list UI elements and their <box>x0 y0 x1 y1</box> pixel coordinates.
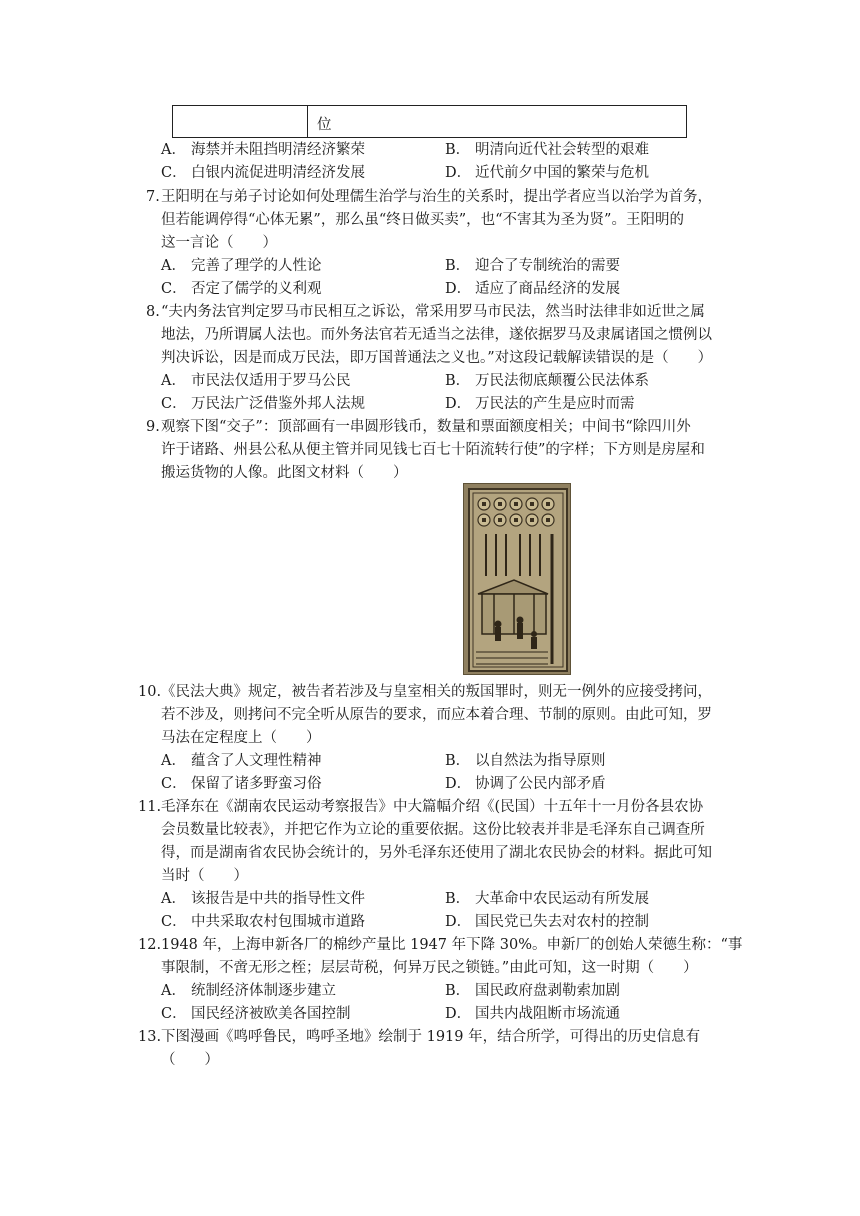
option-text: 国民党已失去对农村的控制 <box>475 914 649 930</box>
q12-line-2: 事限制，不啻无形之桎；层层苛税，何异万民之锁链。”由此可知，这一时期（ ） <box>161 960 698 976</box>
option-text: 以自然法为指导原则 <box>475 753 606 769</box>
option-text: 国共内战阻断市场流通 <box>475 1006 620 1022</box>
option-key: A． <box>161 983 186 999</box>
q12-option-c <box>161 1003 351 1025</box>
option-text: 近代前夕中国的繁荣与危机 <box>475 165 649 181</box>
q11-option-b <box>445 888 649 910</box>
q12-number: 12. <box>138 937 162 953</box>
q8-option-d <box>445 393 635 415</box>
q8-option-b <box>445 370 649 392</box>
q12-option-a <box>161 980 336 1002</box>
q9-line-2: 许于诸路、州县公私从便主管并同见钱七百七十陌流转行使”的字样；下方则是房屋和 <box>161 442 705 458</box>
table-cell: 位 <box>317 117 332 133</box>
q13-line-2: （ ） <box>161 1052 219 1068</box>
option-key: C． <box>161 281 187 297</box>
option-text: 万民法广泛借鉴外邦人法规 <box>191 396 365 412</box>
q13-line-1: 下图漫画《鸣呼鲁民，鸣呼圣地》绘制于 1919 年，结合所学，可得出的历史信息有 <box>161 1029 701 1045</box>
q8-option-c <box>161 393 365 415</box>
q11-option-c <box>161 911 365 933</box>
option-text: 国民政府盘剥勒索加剧 <box>475 983 620 999</box>
q11-line-3: 得，而是湖南省农民协会统计的，另外毛泽东还使用了湖北农民协会的材料。据此可知 <box>161 845 712 861</box>
q11-line-1: 毛泽东在《湖南农民运动考察报告》中大篇幅介绍《(民国）十五年十一月份各县农协 <box>161 799 704 815</box>
table-fragment <box>172 105 687 138</box>
q6-option-c <box>161 162 365 184</box>
q12-line-1: 1948 年，上海申新各厂的棉纱产量比 1947 年下降 30%。申新厂的创始人荣德生称：“事 <box>161 937 743 953</box>
q7-line-3: 这一言论（ ） <box>161 235 277 251</box>
option-key: D． <box>445 396 472 412</box>
q7-option-d <box>445 278 620 300</box>
q12-option-b <box>445 980 620 1002</box>
option-key: B． <box>445 891 471 907</box>
option-key: C． <box>161 165 187 181</box>
option-text: 蕴含了人文理性精神 <box>191 753 322 769</box>
option-text: 国民经济被欧美各国控制 <box>191 1006 351 1022</box>
q11-number: 11. <box>138 799 162 815</box>
jiaozi-banknote-image <box>463 483 571 675</box>
q9-number: 9. <box>146 419 160 435</box>
table-divider <box>307 106 308 137</box>
option-key: D． <box>445 1006 472 1022</box>
option-key: D． <box>445 165 472 181</box>
option-key: A． <box>161 753 186 769</box>
q6-option-d <box>445 162 649 184</box>
q7-line-1: 王阳明在与弟子讨论如何处理儒生治学与治生的关系时，提出学者应当以治学为首务， <box>161 189 712 205</box>
q11-option-d <box>445 911 649 933</box>
q11-option-a <box>161 888 365 910</box>
option-text: 市民法仅适用于罗马公民 <box>191 373 351 389</box>
q10-line-3: 马法在定程度上（ ） <box>161 730 321 746</box>
option-text: 万民法彻底颠覆公民法体系 <box>475 373 649 389</box>
option-text: 完善了理学的人性论 <box>191 258 322 274</box>
q8-number: 8. <box>146 304 160 320</box>
q8-line-1: “夫内务法官判定罗马市民相互之诉讼，常采用罗马市民法，然当时法律非如近世之属 <box>161 304 705 320</box>
option-key: D． <box>445 281 472 297</box>
q7-option-b <box>445 255 620 277</box>
q8-option-a <box>161 370 351 392</box>
q10-line-2: 若不涉及，则拷问不完全听从原告的要求，而应本着合理、节制的原则。由此可知，罗 <box>161 707 712 723</box>
option-text: 保留了诸多野蛮习俗 <box>191 776 322 792</box>
option-text: 万民法的产生是应时而需 <box>475 396 635 412</box>
q11-line-4: 当时（ ） <box>161 868 248 884</box>
q10-option-b <box>445 750 606 772</box>
option-key: C． <box>161 1006 187 1022</box>
option-key: C． <box>161 914 187 930</box>
option-key: C． <box>161 396 187 412</box>
option-text: 大革命中农民运动有所发展 <box>475 891 649 907</box>
q13-number: 13. <box>138 1029 162 1045</box>
q11-line-2: 会员数量比较表》，并把它作为立论的重要依据。这份比较表并非是毛泽东自己调查所 <box>161 822 705 838</box>
q6-option-a <box>161 139 365 161</box>
q7-line-2: 但若能调停得“心体无累”，那么虽“终日做买卖”，也“不害其为圣为贤”。王阳明的 <box>161 212 684 228</box>
q10-option-a <box>161 750 322 772</box>
option-text: 统制经济体制逐步建立 <box>191 983 336 999</box>
q12-option-d <box>445 1003 620 1025</box>
option-text: 白银内流促进明清经济发展 <box>191 165 365 181</box>
q10-number: 10. <box>138 684 162 700</box>
q7-number: 7. <box>146 189 160 205</box>
option-key: A． <box>161 258 186 274</box>
option-text: 协调了公民内部矛盾 <box>475 776 606 792</box>
option-key: A． <box>161 891 186 907</box>
option-key: D． <box>445 776 472 792</box>
option-key: B． <box>445 373 471 389</box>
option-key: D． <box>445 914 472 930</box>
q6-option-b <box>445 139 649 161</box>
q9-line-3: 搬运货物的人像。此图文材料（ ） <box>161 465 408 481</box>
option-key: A． <box>161 142 186 158</box>
q10-line-1: 《民法大典》规定，被告者若涉及与皇室相关的叛国罪时，则无一例外的应接受拷问， <box>161 684 712 700</box>
option-text: 海禁并未阻挡明清经济繁荣 <box>191 142 365 158</box>
option-key: A． <box>161 373 186 389</box>
option-text: 中共采取农村包围城市道路 <box>191 914 365 930</box>
q10-option-c <box>161 773 322 795</box>
option-text: 适应了商品经济的发展 <box>475 281 620 297</box>
option-key: B． <box>445 258 471 274</box>
option-key: B． <box>445 753 471 769</box>
q9-line-1: 观察下图“交子”：顶部画有一串圆形钱币，数量和票面额度相关；中间书“除四川外 <box>161 419 691 435</box>
q10-option-d <box>445 773 606 795</box>
option-text: 该报告是中共的指导性文件 <box>191 891 365 907</box>
option-text: 否定了儒学的义利观 <box>191 281 322 297</box>
option-text: 迎合了专制统治的需要 <box>475 258 620 274</box>
q8-line-3: 判决诉讼，因是而成万民法，即万国普通法之义也。”对这段记载解读错误的是（ ） <box>161 350 713 366</box>
q7-option-c <box>161 278 322 300</box>
banknote-illustration <box>464 484 571 675</box>
q8-line-2: 地法，乃所谓属人法也。而外务法官若无适当之法律，遂依据罗马及隶属诸国之惯例以 <box>161 327 712 343</box>
option-key: C． <box>161 776 187 792</box>
option-key: B． <box>445 983 471 999</box>
q7-option-a <box>161 255 322 277</box>
option-key: B． <box>445 142 471 158</box>
option-text: 明清向近代社会转型的艰难 <box>475 142 649 158</box>
